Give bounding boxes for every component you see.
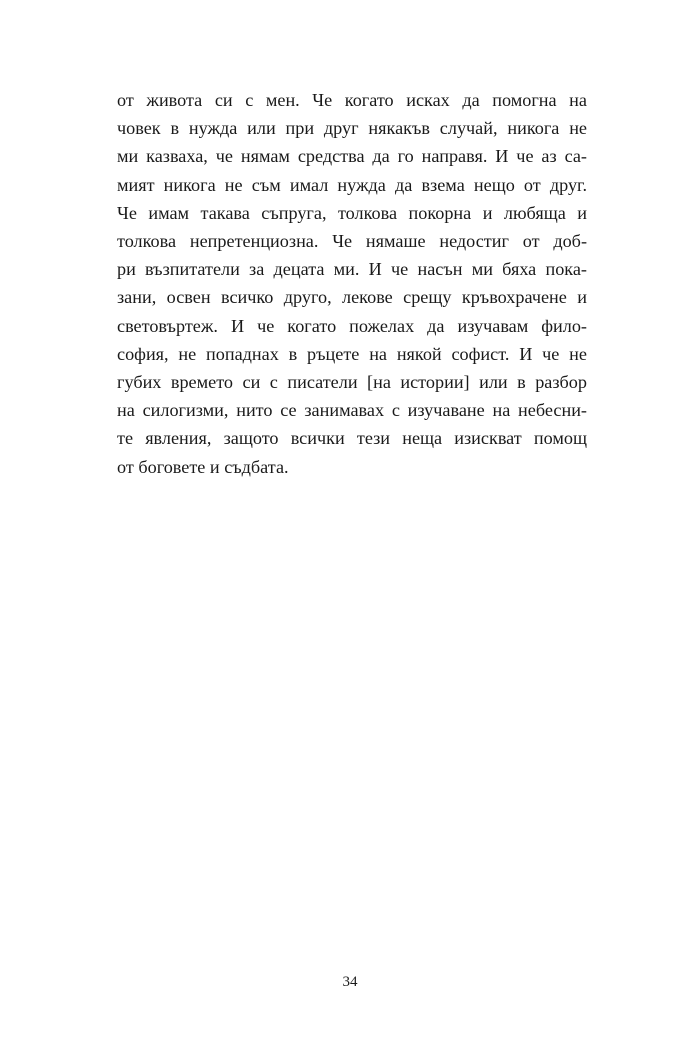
- page-number: 34: [342, 974, 358, 990]
- text-line-1: от живота си с мен. Че когато исках да помогна на: [117, 90, 587, 110]
- body-text: [117, 86, 587, 481]
- text-line-7: ри възпитатели за децата ми. И че насън ми бяха пока-: [117, 259, 587, 280]
- text-line-8: зани, освен всичко друго, лекове срещу кръвохрачене и: [117, 287, 587, 308]
- text-line-12: на силогизми, нито се занимавах с изучаване на небесни-: [117, 400, 587, 421]
- text-line-9: световъртеж. И че когато пожелах да изучавам фило-: [117, 315, 587, 336]
- text-line-2: човек в нужда или при друг някакъв случай, никога не: [117, 118, 587, 139]
- text-line-11: губих времето си с писатели [на истории] или в разбор: [117, 372, 587, 393]
- text-line-4: мият никога не съм имал нужда да взема нещо от друг.: [117, 174, 587, 195]
- text-line-3: ми казваха, че нямам средства да го направя. И че аз са-: [117, 146, 587, 167]
- text-line-5: Че имам такава съпруга, толкова покорна и любяща и: [117, 202, 587, 223]
- text-line-10: софия, не попаднах в ръцете на някой софист. И че не: [117, 343, 587, 364]
- text-line-14: от боговете и съдбата.: [117, 456, 289, 477]
- text-line-6: толкова непретенциозна. Че нямаше недостиг от доб-: [117, 231, 587, 252]
- text-line-13: те явления, защото всички тези неща изискват помощ: [117, 428, 587, 449]
